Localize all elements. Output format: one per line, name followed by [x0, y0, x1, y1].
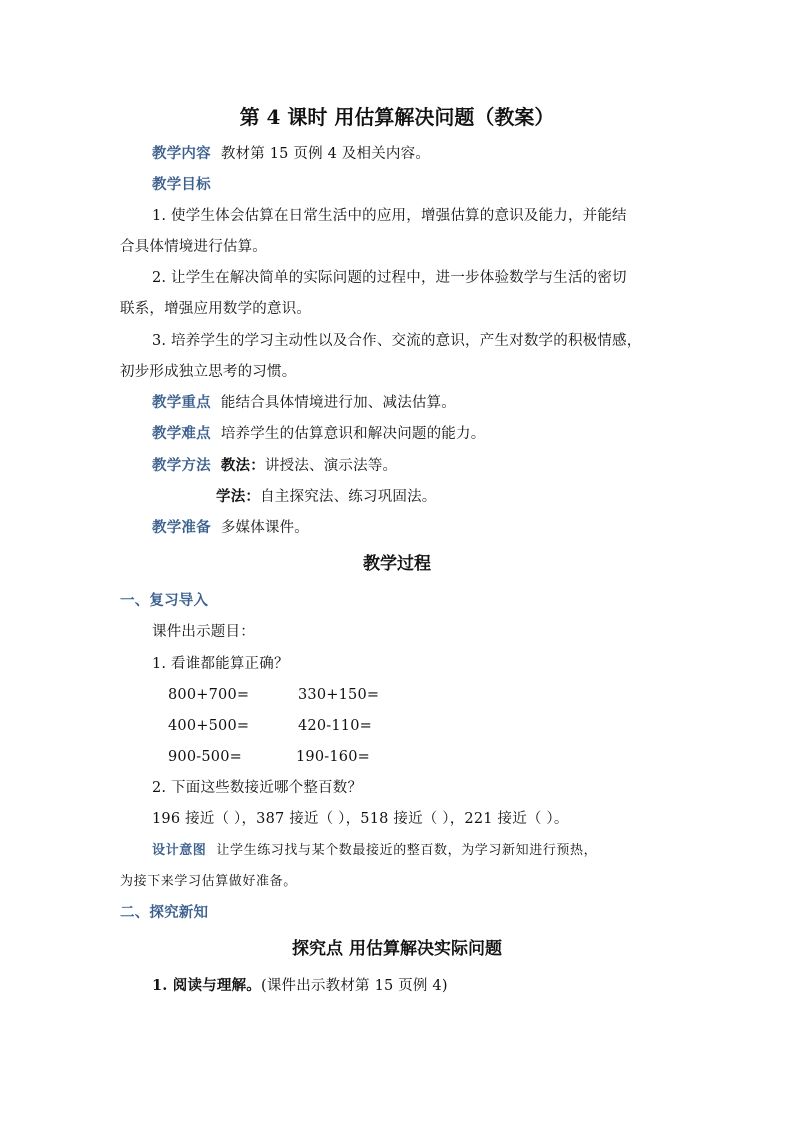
learn-method-label: 学法：: [216, 488, 261, 505]
calc-left-1: 800+700=: [168, 687, 250, 703]
key-point-label: 教学重点: [152, 394, 211, 411]
calc-right-3: 190-160=: [296, 749, 371, 765]
methods-line: [152, 456, 397, 476]
objectives-label: 教学目标: [152, 176, 211, 193]
question-2: 2. 下面这些数接近哪个整百数？: [152, 780, 363, 796]
part2-heading: 二、探究新知: [120, 904, 209, 921]
content-label: 教学内容: [152, 145, 211, 162]
step-1-label: 1. 阅读与理解。: [152, 977, 261, 994]
calc-left-3: 900-500=: [168, 749, 243, 765]
design-intent-text: 让学生练习找与某个数最接近的整百数，为学习新知进行预热，: [216, 843, 598, 858]
part1-intro: 课件出示题目：: [152, 624, 255, 640]
teach-method-label: 教法：: [220, 457, 265, 474]
objective-2-line-2: 联系，增强应用数学的意识。: [120, 301, 312, 317]
content-line: [152, 144, 430, 164]
key-point-text: 能结合具体情境进行加、减法估算。: [220, 395, 457, 411]
process-title: 教学过程: [363, 554, 431, 574]
question-2-blanks: 196 接近（ ），387 接近（ ），518 接近（ ），221 接近（ ）。: [152, 811, 569, 827]
calc-left-2: 400+500=: [168, 718, 250, 734]
content-text: 教材第 15 页例 4 及相关内容。: [220, 146, 431, 162]
explore-point-title: 探究点 用估算解决实际问题: [292, 939, 502, 959]
design-intent-line-1: [152, 841, 597, 861]
lesson-title: 第 4 课时 用估算解决问题（教案）: [239, 105, 555, 129]
question-1: 1. 看谁都能算正确？: [152, 656, 289, 672]
design-intent-label: 设计意图: [152, 843, 207, 858]
preparation-text: 多媒体课件。: [220, 520, 310, 536]
objective-3-line-2: 初步形成独立思考的习惯。: [120, 364, 297, 380]
difficulty-text: 培养学生的估算意识和解决问题的能力。: [220, 426, 486, 442]
preparation-label: 教学准备: [152, 519, 211, 536]
step-1-text: (课件出示教材第 15 页例 4): [261, 978, 448, 994]
objective-3-line-1: 3. 培养学生的学习主动性以及合作、交流的意识，产生对数学的积极情感，: [152, 333, 642, 349]
difficulty-label: 教学难点: [152, 425, 211, 442]
learn-method-line: [216, 487, 437, 507]
calc-right-2: 420-110=: [298, 718, 373, 734]
objective-2-line-1: 2. 让学生在解决简单的实际问题的过程中，进一步体验数学与生活的密切: [152, 270, 627, 286]
methods-label: 教学方法: [152, 457, 211, 474]
step-1-line: [152, 976, 448, 996]
teach-method-text: 讲授法、演示法等。: [264, 458, 398, 474]
preparation-line: [152, 518, 309, 538]
learn-method-text: 自主探究法、练习巩固法。: [260, 489, 437, 505]
objective-1-line-2: 合具体情境进行估算。: [120, 239, 267, 255]
difficulty-line: [152, 424, 485, 444]
objective-1-line-1: 1. 使学生体会估算在日常生活中的应用，增强估算的意识及能力，并能结: [152, 208, 627, 224]
part1-heading: 一、复习导入: [120, 592, 209, 609]
design-intent-line-2: 为接下来学习估算做好准备。: [120, 874, 297, 889]
key-point-line: [152, 393, 456, 413]
calc-right-1: 330+150=: [298, 687, 380, 703]
